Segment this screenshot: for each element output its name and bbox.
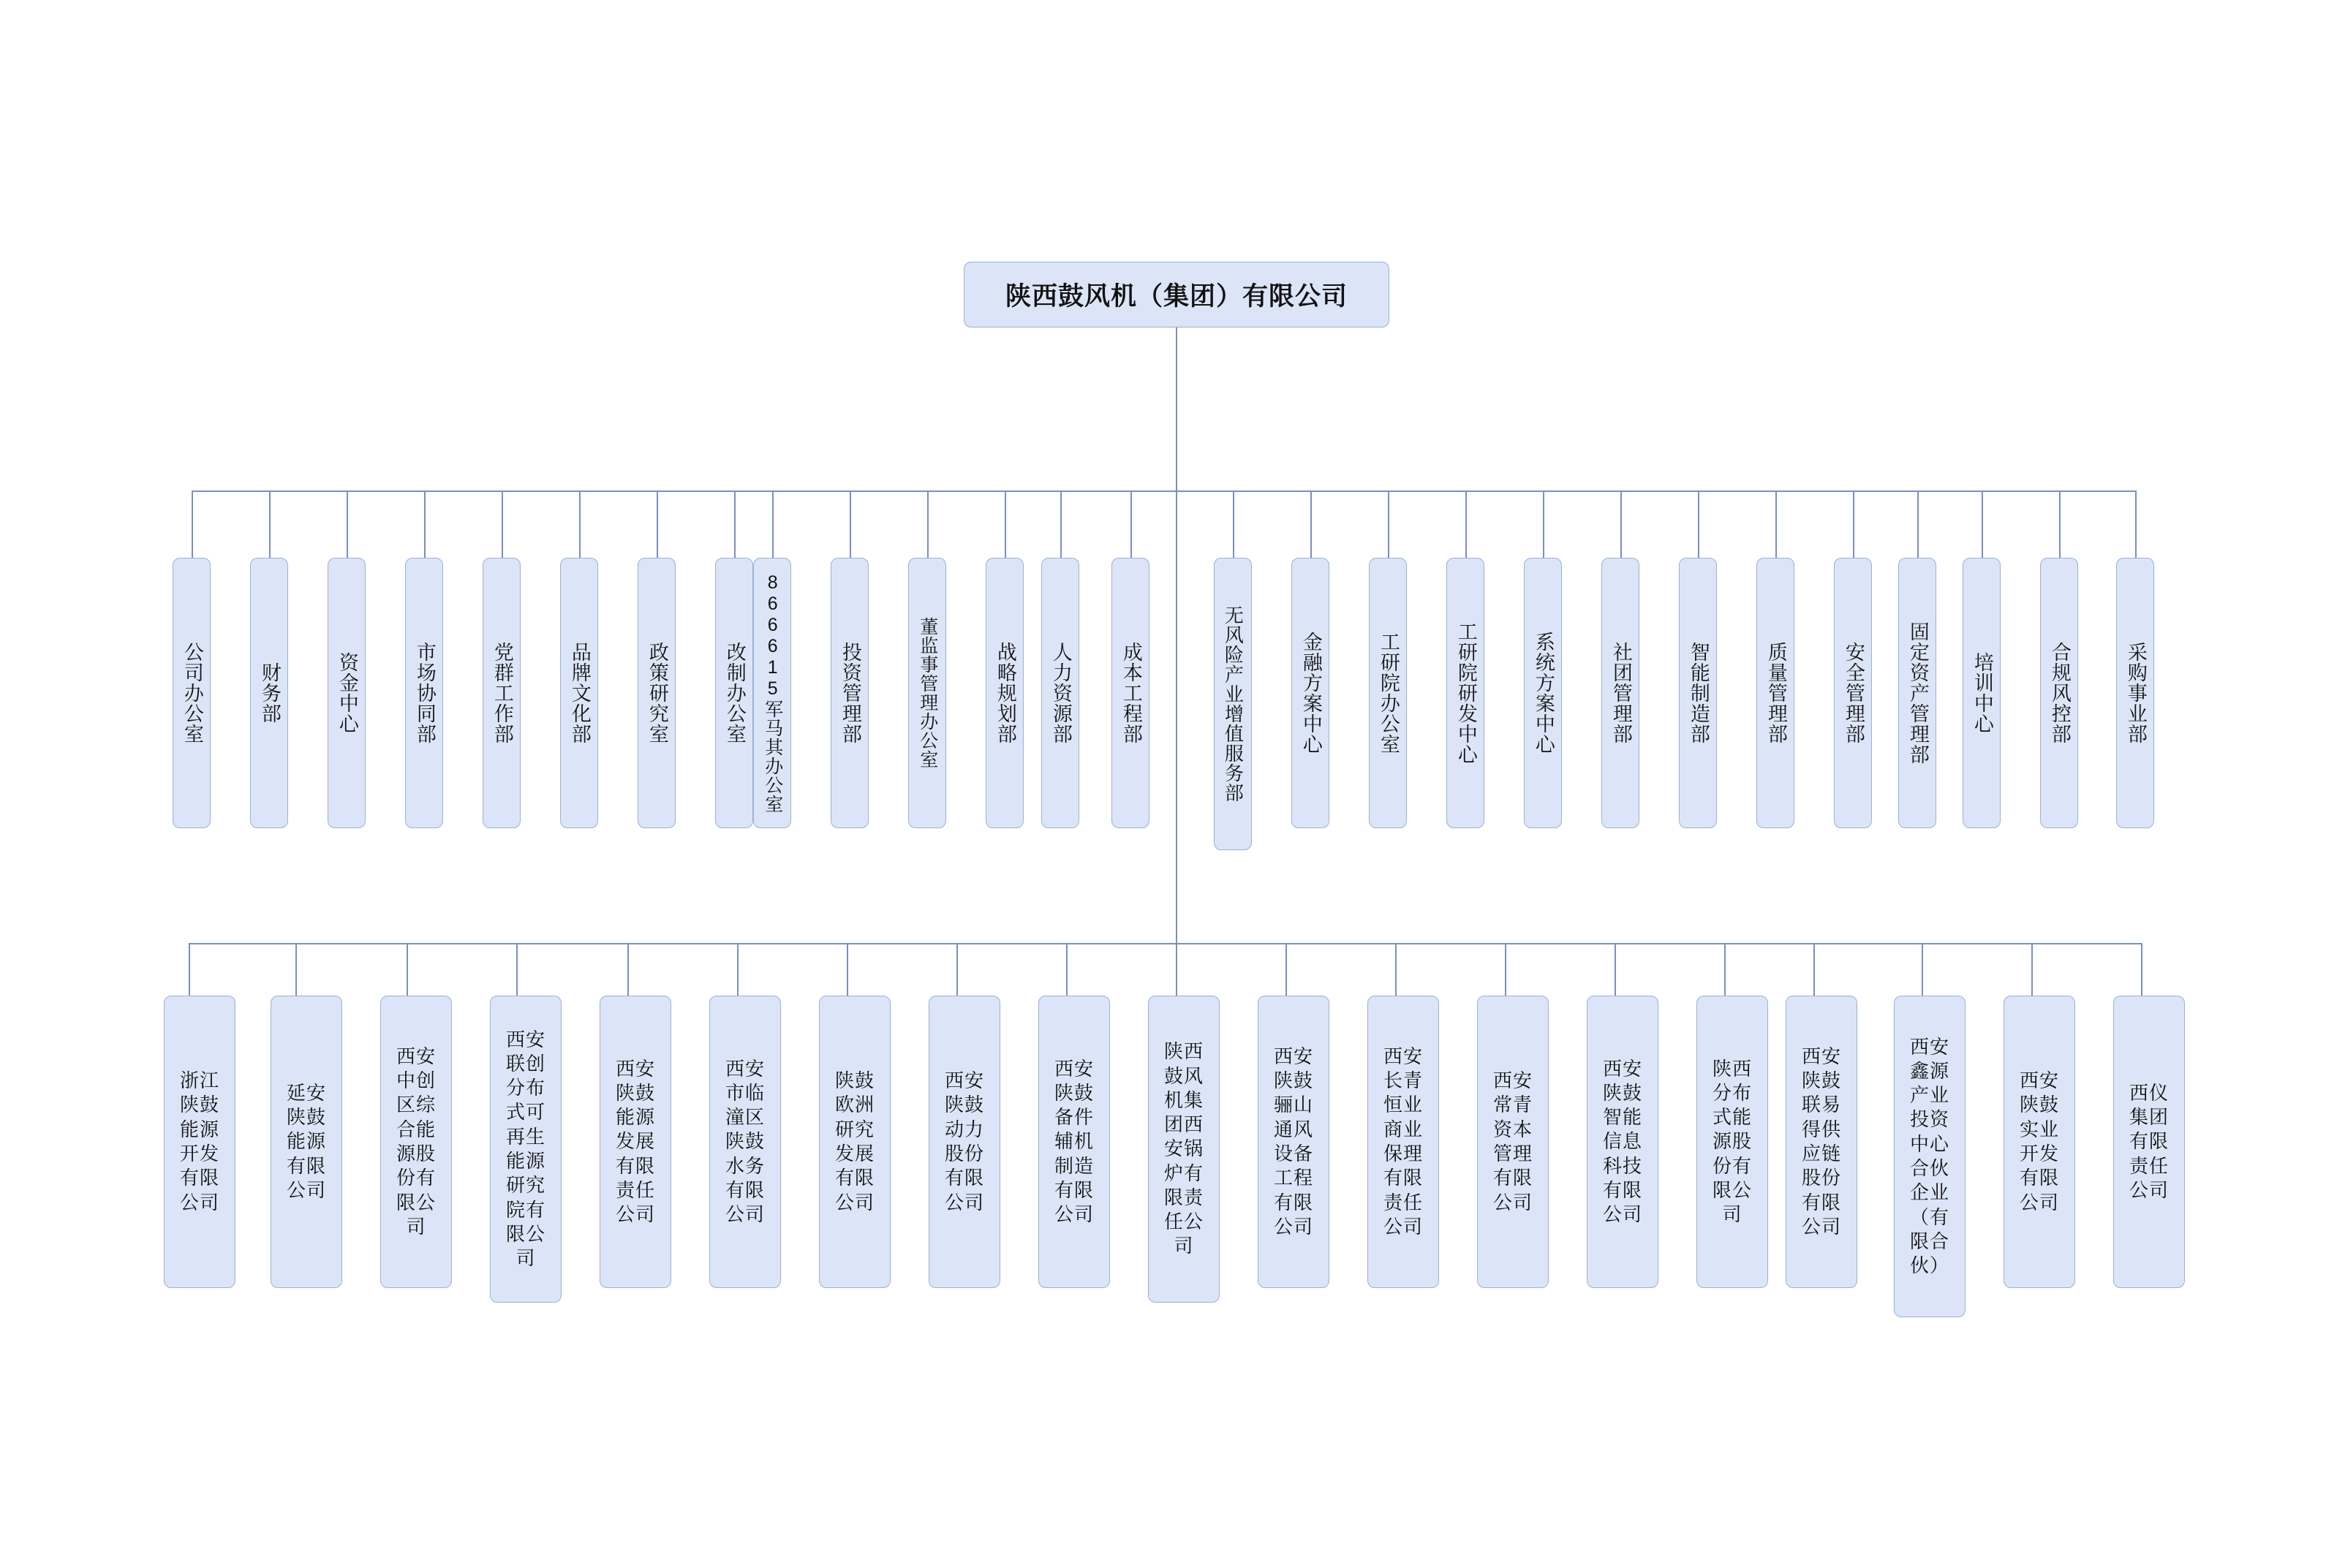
- subsidiary-node[interactable]: [1367, 996, 1439, 1288]
- dept-node[interactable]: [1111, 558, 1149, 828]
- dept-label: 市场协同部: [413, 642, 436, 744]
- connector-drop-dept: [2059, 491, 2061, 558]
- subsidiary-label: 西安长青恒业商业保理有限责任公司: [1383, 1045, 1423, 1238]
- dept-label: 战略规划部: [994, 642, 1016, 744]
- connector-row1-bus: [192, 491, 2135, 492]
- connector-drop-dept: [2135, 491, 2137, 558]
- connector-drop-sub: [516, 943, 518, 996]
- dept-label: 采购事业部: [2124, 642, 2147, 744]
- connector-drop-dept: [734, 491, 736, 558]
- subsidiary-label: 西安陕鼓联易得供应链股份有限公司: [1801, 1045, 1841, 1238]
- connector-drop-sub: [1922, 943, 1923, 996]
- subsidiary-label: 浙江陕鼓能源开发有限公司: [179, 1069, 219, 1213]
- dept-label: 工研院办公室: [1377, 632, 1400, 754]
- dept-label: 无风险产业增值服务部: [1222, 605, 1245, 803]
- subsidiary-label: 陕鼓欧洲研究发展有限公司: [834, 1069, 875, 1213]
- connector-drop-sub: [1285, 943, 1287, 996]
- subsidiary-label: 西安陕鼓实业开发有限公司: [2019, 1069, 2059, 1213]
- dept-node[interactable]: [986, 558, 1024, 828]
- connector-drop-sub: [295, 943, 297, 996]
- dept-label: 培训中心: [1971, 652, 1993, 734]
- connector-drop-sub: [1724, 943, 1726, 996]
- subsidiary-node[interactable]: [1038, 996, 1110, 1288]
- dept-label: 成本工程部: [1119, 642, 1142, 744]
- connector-mid-trunk: [1176, 491, 1177, 944]
- dept-node[interactable]: [715, 558, 753, 828]
- dept-node[interactable]: [328, 558, 366, 828]
- connector-drop-dept: [1620, 491, 1622, 558]
- dept-label: 社团管理部: [1609, 642, 1632, 744]
- connector-drop-sub: [2031, 943, 2033, 996]
- connector-drop-dept: [1543, 491, 1544, 558]
- connector-drop-dept: [1982, 491, 1983, 558]
- dept-node[interactable]: [753, 558, 791, 828]
- connector-drop-dept: [850, 491, 851, 558]
- connector-drop-sub: [189, 943, 190, 996]
- connector-drop-sub: [1176, 943, 1177, 996]
- dept-node[interactable]: [1524, 558, 1562, 828]
- connector-drop-dept: [1698, 491, 1699, 558]
- dept-node[interactable]: [1898, 558, 1936, 828]
- connector-drop-sub: [1395, 943, 1397, 996]
- connector-drop-dept: [1233, 491, 1234, 558]
- dept-node[interactable]: [2040, 558, 2078, 828]
- connector-drop-sub: [2141, 943, 2142, 996]
- dept-node[interactable]: [831, 558, 869, 828]
- connector-drop-dept: [772, 491, 774, 558]
- dept-label: 公司办公室: [181, 642, 203, 744]
- dept-node[interactable]: [638, 558, 676, 828]
- connector-drop-dept: [1917, 491, 1919, 558]
- connector-drop-sub: [1813, 943, 1815, 996]
- subsidiary-label: 西安陕鼓备件辅机制造有限公司: [1054, 1057, 1094, 1226]
- subsidiary-node[interactable]: [1786, 996, 1857, 1288]
- subsidiary-label: 西安陕鼓动力股份有限公司: [944, 1069, 984, 1213]
- connector-drop-sub: [1505, 943, 1506, 996]
- connector-drop-sub: [1615, 943, 1616, 996]
- subsidiary-label: 西安陕鼓能源发展有限责任公司: [615, 1057, 655, 1226]
- root-node-label: 陕西鼓风机（集团）有限公司: [1005, 282, 1348, 311]
- subsidiary-label: 西安联创分布式可再生能源研究院有限公司: [505, 1028, 545, 1270]
- subsidiary-label: 西安中创区综合能源股份有限公司: [396, 1045, 436, 1238]
- connector-drop-sub: [847, 943, 848, 996]
- connector-drop-dept: [657, 491, 658, 558]
- connector-drop-sub: [737, 943, 739, 996]
- dept-label: 政策研究室: [646, 642, 668, 744]
- dept-label: 质量管理部: [1764, 642, 1787, 744]
- dept-label: 866615军马其办公室: [762, 572, 783, 814]
- connector-root-trunk: [1176, 327, 1177, 491]
- subsidiary-node[interactable]: [271, 996, 342, 1288]
- connector-drop-dept: [1853, 491, 1854, 558]
- dept-node[interactable]: [483, 558, 521, 828]
- connector-drop-sub: [956, 943, 958, 996]
- connector-drop-dept: [269, 491, 271, 558]
- subsidiary-node[interactable]: [1587, 996, 1658, 1288]
- subsidiary-label: 西安市临潼区陕鼓水务有限公司: [725, 1057, 765, 1226]
- subsidiary-label: 延安陕鼓能源有限公司: [286, 1081, 326, 1201]
- connector-drop-dept: [1775, 491, 1777, 558]
- dept-label: 董监事管理办公室: [917, 617, 938, 769]
- root-node[interactable]: [964, 262, 1389, 327]
- dept-label: 资金中心: [336, 652, 358, 734]
- subsidiary-label: 西仪集团有限责任公司: [2129, 1081, 2169, 1201]
- connector-drop-sub: [627, 943, 629, 996]
- dept-node[interactable]: [560, 558, 598, 828]
- dept-label: 金融方案中心: [1299, 632, 1322, 754]
- subsidiary-label: 西安鑫源产业投资中心合伙企业（有限合伙）: [1909, 1035, 1949, 1277]
- dept-node[interactable]: [1041, 558, 1079, 828]
- dept-label: 投资管理部: [839, 642, 861, 744]
- dept-node[interactable]: [173, 558, 211, 828]
- subsidiary-node[interactable]: [490, 996, 562, 1303]
- dept-node[interactable]: [1446, 558, 1484, 828]
- subsidiary-label: 陕西鼓风机集团西安锅炉有限责任公司: [1163, 1040, 1204, 1257]
- dept-node[interactable]: [1291, 558, 1329, 828]
- subsidiary-node[interactable]: [1894, 996, 1966, 1317]
- subsidiary-node[interactable]: [1148, 996, 1220, 1303]
- dept-label: 品牌文化部: [568, 642, 591, 744]
- connector-drop-sub: [407, 943, 408, 996]
- subsidiary-label: 西安陕鼓智能信息科技有限公司: [1602, 1057, 1642, 1226]
- connector-drop-dept: [192, 491, 193, 558]
- subsidiary-label: 西安陕鼓骊山通风设备工程有限公司: [1273, 1045, 1313, 1238]
- subsidiary-node[interactable]: [709, 996, 781, 1288]
- connector-drop-dept: [424, 491, 426, 558]
- subsidiary-node[interactable]: [380, 996, 452, 1288]
- subsidiary-node[interactable]: [2113, 996, 2185, 1288]
- dept-node[interactable]: [1756, 558, 1794, 828]
- connector-drop-dept: [502, 491, 503, 558]
- dept-node[interactable]: [1601, 558, 1639, 828]
- dept-node[interactable]: [1963, 558, 2001, 828]
- dept-label: 安全管理部: [1842, 642, 1865, 744]
- subsidiary-node[interactable]: [1696, 996, 1768, 1288]
- subsidiary-node[interactable]: [164, 996, 235, 1288]
- subsidiary-node[interactable]: [1258, 996, 1329, 1288]
- connector-drop-dept: [1388, 491, 1389, 558]
- dept-label: 智能制造部: [1687, 642, 1710, 744]
- subsidiary-node[interactable]: [819, 996, 891, 1288]
- connector-row2-bus: [189, 943, 2141, 944]
- dept-node[interactable]: [1369, 558, 1407, 828]
- connector-drop-dept: [347, 491, 348, 558]
- dept-node[interactable]: [2116, 558, 2154, 828]
- dept-label: 合规风控部: [2048, 642, 2071, 744]
- dept-label: 财务部: [258, 662, 281, 724]
- dept-label: 工研院研发中心: [1454, 621, 1477, 765]
- dept-node[interactable]: [250, 558, 288, 828]
- subsidiary-node[interactable]: [929, 996, 1000, 1288]
- dept-label: 人力资源部: [1049, 642, 1072, 744]
- dept-node[interactable]: [1834, 558, 1872, 828]
- connector-drop-dept: [1310, 491, 1312, 558]
- dept-label: 改制办公室: [723, 642, 746, 744]
- subsidiary-label: 西安常青资本管理有限公司: [1492, 1069, 1533, 1213]
- subsidiary-label: 陕西分布式能源股份有限公司: [1712, 1057, 1752, 1226]
- connector-drop-sub: [1066, 943, 1068, 996]
- subsidiary-node[interactable]: [2004, 996, 2075, 1288]
- connector-drop-dept: [927, 491, 929, 558]
- connector-drop-dept: [1130, 491, 1132, 558]
- connector-drop-dept: [1465, 491, 1467, 558]
- dept-label: 固定资产管理部: [1906, 621, 1929, 765]
- subsidiary-node[interactable]: [1477, 996, 1549, 1288]
- dept-label: 党群工作部: [491, 642, 513, 744]
- connector-drop-dept: [1060, 491, 1062, 558]
- dept-node[interactable]: [1679, 558, 1717, 828]
- dept-node[interactable]: [908, 558, 946, 828]
- subsidiary-node[interactable]: [600, 996, 671, 1288]
- dept-node[interactable]: [1214, 558, 1252, 850]
- connector-drop-dept: [579, 491, 581, 558]
- dept-label: 系统方案中心: [1532, 632, 1555, 754]
- dept-node[interactable]: [405, 558, 443, 828]
- connector-drop-dept: [1005, 491, 1006, 558]
